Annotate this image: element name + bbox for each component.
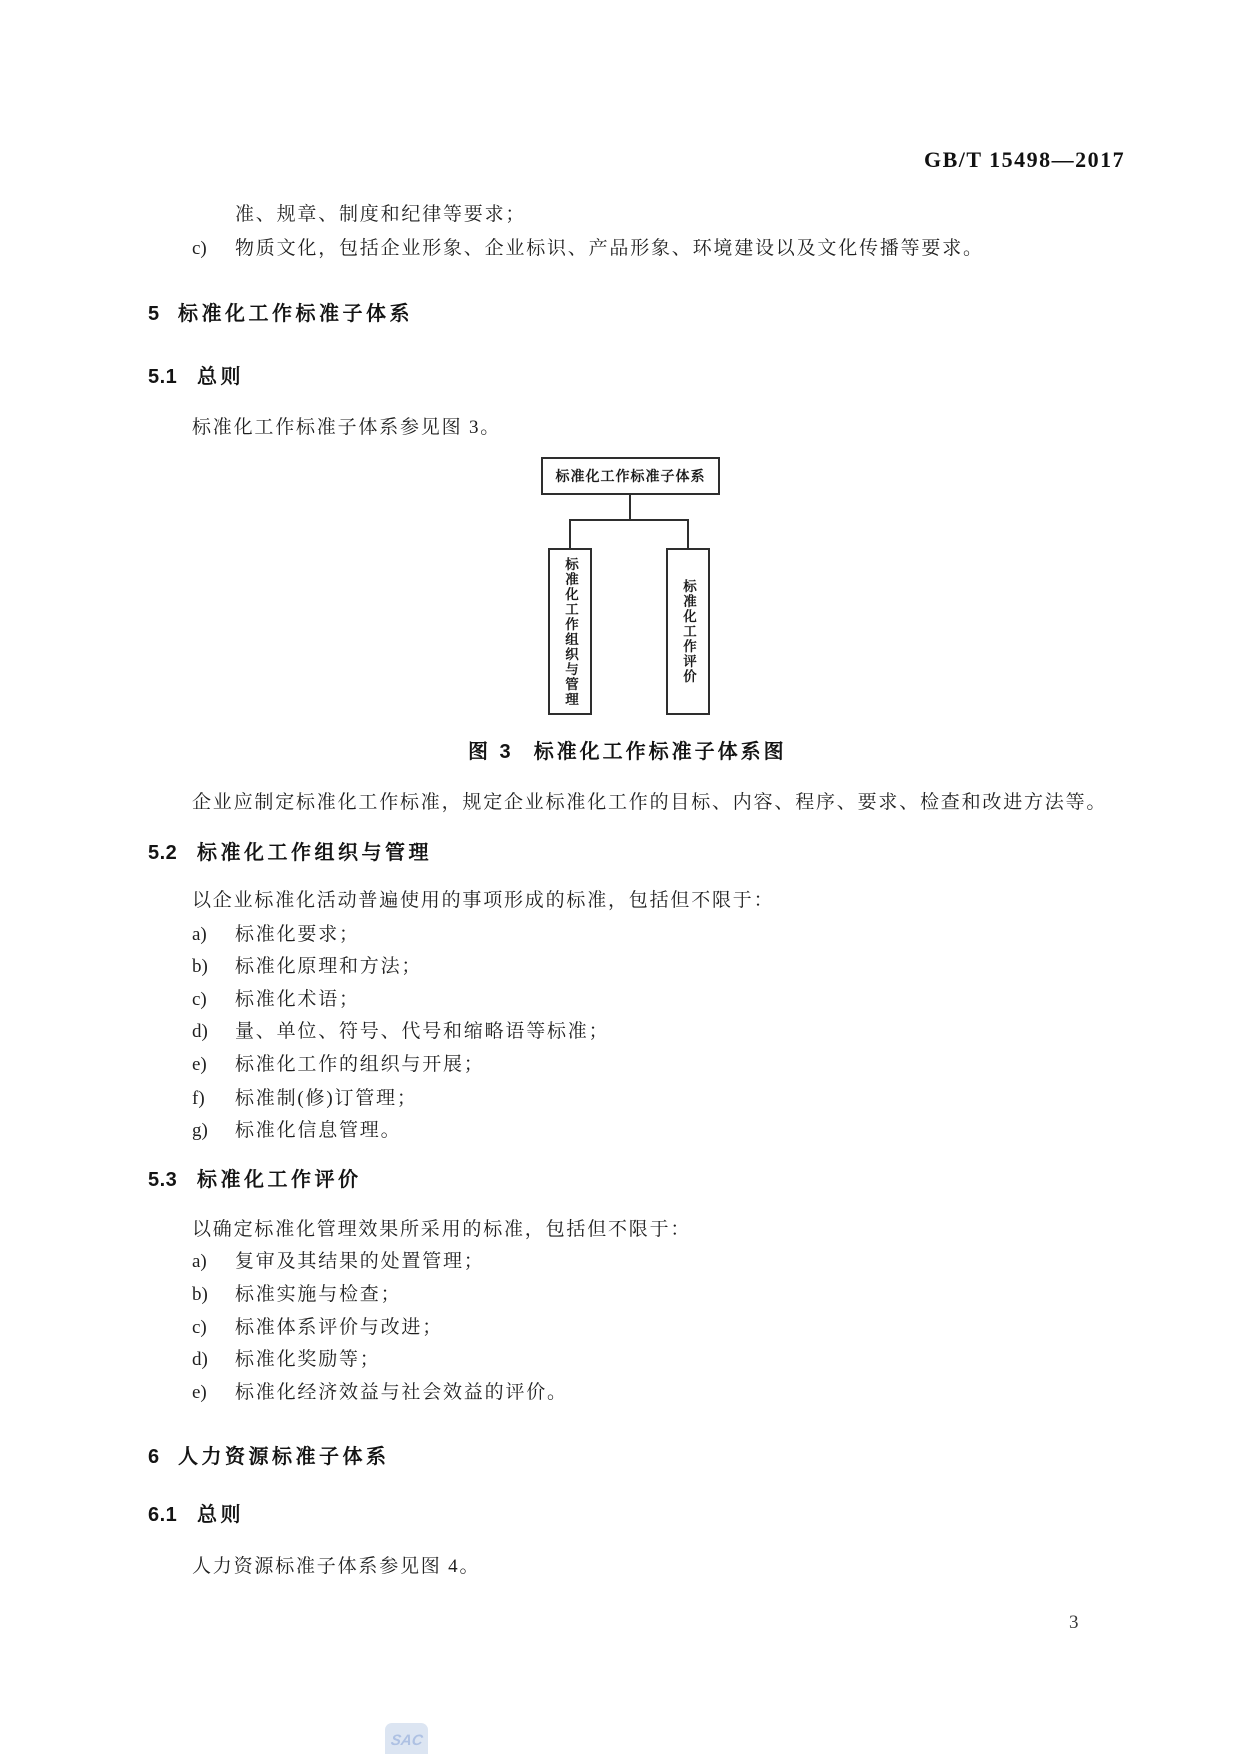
section-number: 5 (148, 303, 160, 325)
list-item-text: 物质文化，包括企业形象、企业标识、产品形象、环境建设以及文化传播等要求。 (235, 238, 984, 259)
list-item-letter: g) (192, 1120, 208, 1141)
section-title: 标准化工作评价 (197, 1169, 362, 1191)
figure3-right-box (666, 548, 710, 715)
list-item-text: 标准化奖励等； (235, 1349, 381, 1370)
section-title: 标准化工作标准子体系 (178, 303, 413, 325)
list-item-letter: a) (192, 1251, 207, 1272)
list-item-letter: e) (192, 1054, 207, 1075)
figure3-left-box (548, 548, 592, 715)
list-item-text: 标准化原理和方法； (235, 956, 423, 977)
list-item (192, 1382, 568, 1404)
figure3-caption (468, 739, 787, 765)
section-5-heading (148, 301, 413, 327)
doc-code-header: GB/T 15498—2017 (924, 147, 1126, 172)
paragraph: 人力资源标准子体系参见图 4。 (192, 1556, 481, 1577)
list-item-text: 标准化经济效益与社会效益的评价。 (235, 1382, 568, 1403)
list-item-letter: e) (192, 1382, 207, 1403)
list-item-text: 标准体系评价与改进； (235, 1317, 444, 1338)
figure3-connector-horizontal (569, 519, 689, 521)
list-item-letter: d) (192, 1021, 208, 1042)
section-title: 标准化工作组织与管理 (197, 842, 432, 864)
list-item-text: 量、单位、符号、代号和缩略语等标准； (235, 1021, 610, 1042)
section-title: 人力资源标准子体系 (178, 1446, 390, 1468)
figure3-root-box (541, 457, 720, 495)
figure3-caption-label: 图 3 (468, 741, 514, 763)
continuation-line: 准、规章、制度和纪律等要求； (235, 204, 527, 225)
section-5-1-heading (148, 364, 244, 390)
figure3-root-box-label: 标准化工作标准子体系 (555, 468, 706, 484)
section-5-3-heading (148, 1167, 362, 1193)
list-item-letter: c) (192, 238, 207, 259)
figure3-connector-left-drop (569, 520, 571, 548)
list-item (192, 956, 422, 978)
list-item-text: 标准化工作的组织与开展； (235, 1054, 485, 1075)
list-item-text: 标准实施与检查； (235, 1284, 402, 1305)
section-5-2-heading (148, 840, 432, 866)
list-item-letter: b) (192, 956, 208, 977)
list-item-letter: c) (192, 989, 207, 1010)
paragraph: 以确定标准化管理效果所采用的标准，包括但不限于： (192, 1219, 692, 1240)
list-item-letter: a) (192, 924, 207, 945)
section-6-heading (148, 1444, 390, 1470)
paragraph: 标准化工作标准子体系参见图 3。 (192, 417, 502, 438)
figure3-connector-stem (629, 494, 631, 520)
list-item-letter: c) (192, 1317, 207, 1338)
figure3-right-box-label: 标准化工作评价 (681, 579, 696, 684)
list-item (192, 989, 360, 1011)
section-number: 6.1 (148, 1504, 178, 1526)
section-number: 5.2 (148, 842, 178, 864)
list-item-text: 标准化信息管理。 (235, 1120, 402, 1141)
figure3-left-box-label: 标准化工作组织与管理 (563, 556, 578, 707)
section-6-1-heading (148, 1502, 244, 1528)
figure3-connector-right-drop (687, 520, 689, 548)
sac-watermark-logo (385, 1723, 428, 1754)
section-number: 6 (148, 1446, 160, 1468)
list-item (192, 1120, 401, 1142)
list-item-text: 标准化要求； (235, 924, 360, 945)
list-item (192, 924, 360, 946)
list-item (192, 1251, 485, 1273)
paragraph: 以企业标准化活动普遍使用的事项形成的标准，包括但不限于： (192, 890, 775, 911)
list-item-letter: b) (192, 1284, 208, 1305)
page-number: 3 (1069, 1612, 1079, 1633)
section-number: 5.1 (148, 366, 178, 388)
list-item (192, 238, 984, 260)
list-item (192, 1317, 443, 1339)
list-item-letter: f) (192, 1088, 205, 1109)
list-item-text: 复审及其结果的处置管理； (235, 1251, 485, 1272)
list-item (192, 1284, 401, 1306)
section-title: 总则 (197, 1504, 244, 1526)
paragraph: 企业应制定标准化工作标准，规定企业标准化工作的目标、内容、程序、要求、检查和改进方法等。 (192, 792, 1108, 813)
list-item (192, 1021, 609, 1043)
list-item-letter: d) (192, 1349, 208, 1370)
list-item (192, 1054, 485, 1076)
list-item (192, 1088, 418, 1110)
list-item (192, 1349, 381, 1371)
section-number: 5.3 (148, 1169, 178, 1191)
section-title: 总则 (197, 366, 244, 388)
list-item-text: 标准制(修)订管理； (235, 1088, 418, 1109)
sac-watermark-text: SAC (389, 1732, 424, 1749)
list-item-text: 标准化术语； (235, 989, 360, 1010)
figure3-caption-title: 标准化工作标准子体系图 (533, 741, 787, 763)
